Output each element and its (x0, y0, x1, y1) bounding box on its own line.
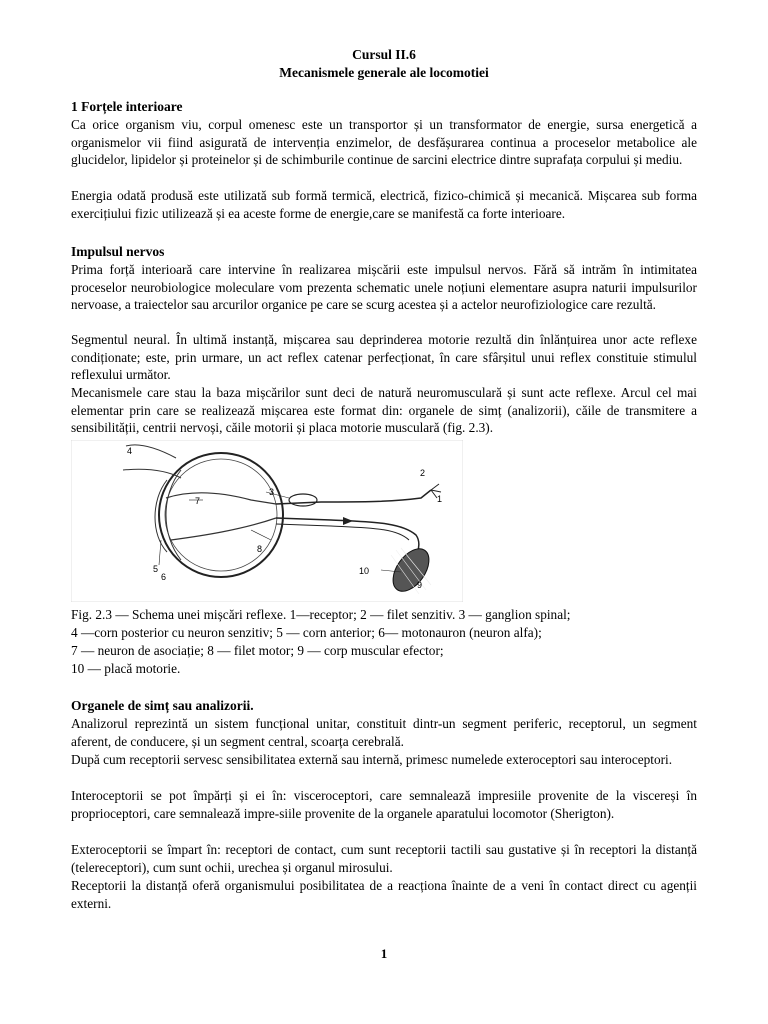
figure-label-6: 6 (161, 572, 167, 582)
paragraph-analyzers-5: Receptorii la distanță oferă organismului posibilitatea de a reacționa înainte de a veni în contact direct cu agenții externi. (71, 878, 697, 911)
reflex-arc-figure (71, 440, 463, 602)
paragraph-forces-1: Ca orice organism viu, corpul omenesc este un transportor și un transformator de energie, sursa energetică a organismelor vii fiind asigurată de intervenția enzimelor, de desfășurarea continua a proceselor metabolice ale glucidelor, lipidelor și proteinelor și de schimburile continue de sarcini electrice dintre suprafața corpului și mediu. (71, 117, 697, 167)
figure-caption-line-3: 7 — neuron de asociație; 8 — filet motor; 9 — corp muscular efector; (71, 643, 444, 658)
figure-caption-line-1: Fig. 2.3 — Schema unei mișcări reflexe. 1—receptor; 2 — filet senzitiv. 3 — ganglion spinal; (71, 607, 571, 622)
figure-label-8: 8 (257, 544, 263, 554)
figure-label-7: 7 (195, 496, 201, 506)
course-title: Cursul II.6 (352, 47, 416, 62)
course-subtitle: Mecanismele generale ale locomotiei (279, 65, 489, 80)
figure-label-4: 4 (127, 446, 133, 456)
paragraph-analyzers-3: Interoceptorii se pot împărți și ei în: visceroceptori, care semnalează impresiile provenite de la viscereși în proprioceptori, care semnalează impre-siile provenite de la organele aparatului locomotor (Sherigton). (71, 788, 697, 821)
paragraph-analyzers-1: Analizorul reprezintă un sistem funcțional unitar, constituit dintr-un segment periferic, receptorul, un segment aferent, de conducere, și un segment central, scoarța cerebrală. (71, 716, 697, 749)
section-heading-nerve-impulse: Impulsul nervos (71, 244, 165, 259)
figure-label-3: 3 (269, 487, 275, 497)
figure-label-9: 9 (417, 580, 423, 590)
section-heading-sense-organs: Organele de simț sau analizorii. (71, 698, 254, 713)
section-heading-forces: 1 Forțele interioare (71, 99, 183, 114)
page-number: 1 (380, 946, 388, 961)
paragraph-analyzers-2: După cum receptorii servesc sensibilitatea externă sau internă, primesc numelede exteroceptori sau interoceptori. (71, 752, 673, 767)
figure-label-5: 5 (153, 564, 159, 574)
figure-label-1: 1 (437, 494, 443, 504)
paragraph-impulse-3: Mecanismele care stau la baza mișcărilor sunt deci de natură neuromusculară și sunt acte reflexe. Arcul cel mai elementar prin care se realizează mișcarea este format din: organele de simț (analizorii), căile de transmitere a sensibilității, centrii nervoși, căile motorii și placa motorie musculară (fig. 2.3). (71, 385, 697, 435)
figure-label-2: 2 (420, 468, 426, 478)
figure-caption-line-4: 10 — placă motorie. (71, 661, 181, 676)
paragraph-forces-2: Energia odată produsă este utilizată sub formă termică, electrică, fizico-chimică și mecanică. Mișcarea sub forma exercițiului fizic utilizează și ea aceste forme de energie,care se manifestă ca forte interioare. (71, 188, 697, 221)
paragraph-impulse-2: Segmentul neural. În ultimă instanță, mișcarea sau deprinderea motorie rezultă din înlănțuirea unor acte reflexe condiționate; este, prin urmare, un act reflex catenar perfecționat, în care sfârșitul unui reflex constituie stimulul reflexului următor. (71, 332, 697, 382)
paragraph-impulse-1: Prima forță interioară care intervine în realizarea mișcării este impulsul nervos. Fără să intrăm în intimitatea proceselor neurobiologice moleculare vom prezenta schematic unele noțiuni elementare asupra naturii impulsurilor nervoase, a traiectelor sau arcurilor organice pe care se scurg acestea și a actelor neurofiziologice care rezultă. (71, 262, 697, 312)
paragraph-analyzers-4: Exteroceptorii se împart în: receptori de contact, cum sunt receptorii tactili sau gustative și în receptori la distanță (telereceptori), cum sunt ochii, urechea și organul mirosului. (71, 842, 697, 875)
figure-label-10: 10 (359, 566, 370, 576)
figure-caption-line-2: 4 —corn posterior cu neuron senzitiv; 5 — corn anterior; 6— motonauron (neuron alfa); (71, 625, 542, 640)
